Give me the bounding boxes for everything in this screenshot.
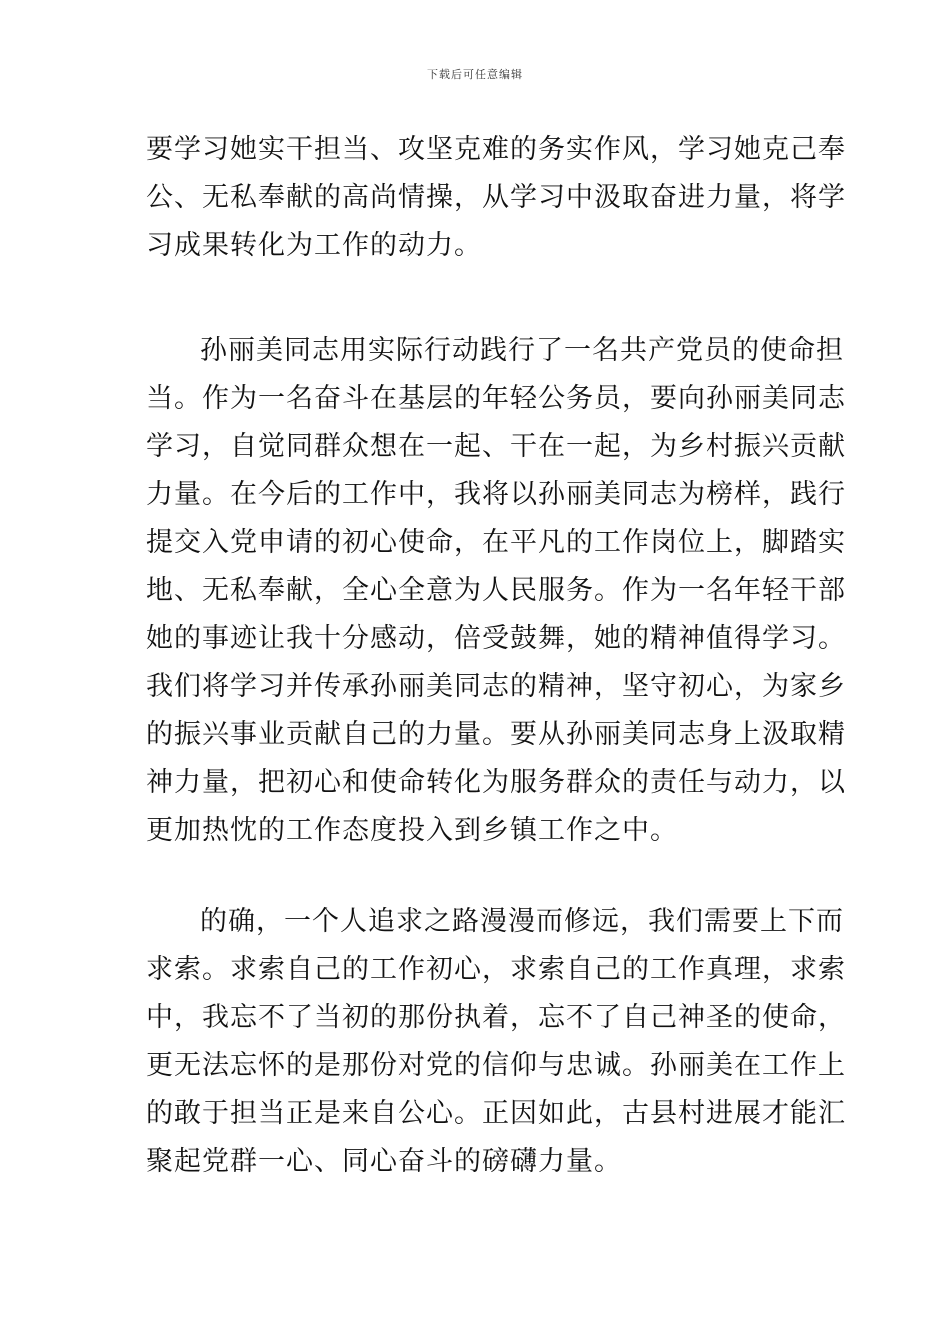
paragraph-line: 她的事迹让我十分感动，倍受鼓舞，她的精神值得学习。 [146,623,846,654]
paragraph-line: 中，我忘不了当初的那份执着，忘不了自己神圣的使命， [146,1002,846,1033]
page-header-note: 下载后可任意编辑 [427,68,523,81]
paragraph-line: 的敢于担当正是来自公心。正因如此，古县村进展才能汇 [146,1098,846,1129]
paragraph-2 [146,327,846,855]
paragraph-line: 的确，一个人追求之路漫漫而修远，我们需要上下而 [200,906,844,937]
paragraph-line: 提交入党申请的初心使命，在平凡的工作岗位上，脚踏实 [146,527,846,558]
paragraph-line: 的振兴事业贡献自己的力量。要从孙丽美同志身上汲取精 [146,719,846,750]
paragraph-line: 地、无私奉献，全心全意为人民服务。作为一名年轻干部 [146,575,846,606]
paragraph-line: 更无法忘怀的是那份对党的信仰与忠诚。孙丽美在工作上 [146,1050,846,1081]
paragraph-line: 更加热忱的工作态度投入到乡镇工作之中。 [146,815,678,846]
paragraph-line: 我们将学习并传承孙丽美同志的精神，坚守初心，为家乡 [146,671,846,702]
paragraph-line: 当。作为一名奋斗在基层的年轻公务员，要向孙丽美同志 [146,383,846,414]
paragraph-line: 孙丽美同志用实际行动践行了一名共产党员的使命担 [200,335,844,366]
paragraph-3 [146,898,846,1186]
paragraph-line: 力量。在今后的工作中，我将以孙丽美同志为榜样，践行 [146,479,846,510]
paragraph-line: 神力量，把初心和使命转化为服务群众的责任与动力，以 [146,767,846,798]
paragraph-line: 要学习她实干担当、攻坚克难的务实作风，学习她克己奉 [146,134,846,165]
paragraph-line: 习成果转化为工作的动力。 [146,230,482,261]
paragraph-1 [146,126,846,270]
paragraph-line: 求索。求索自己的工作初心，求索自己的工作真理，求索 [146,954,846,985]
paragraph-line: 公、无私奉献的高尚情操，从学习中汲取奋进力量，将学 [146,182,846,213]
paragraph-line: 聚起党群一心、同心奋斗的磅礴力量。 [146,1146,622,1177]
paragraph-line: 学习，自觉同群众想在一起、干在一起，为乡村振兴贡献 [146,431,846,462]
